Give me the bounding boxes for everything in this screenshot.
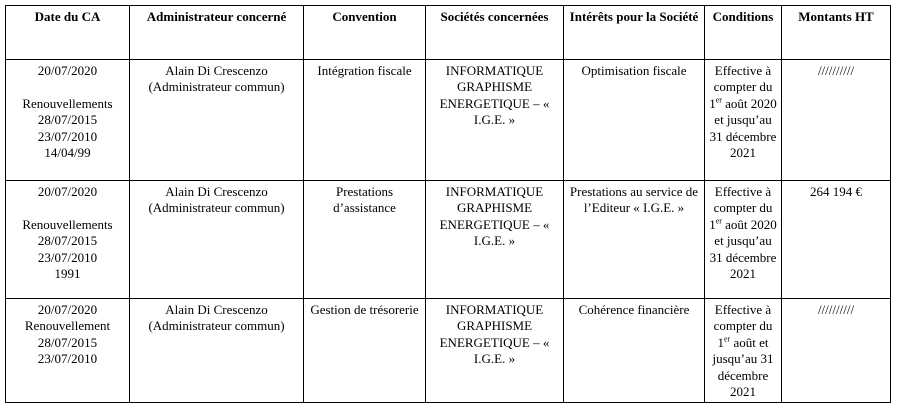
admin-role: (Administrateur commun)	[148, 79, 285, 95]
admin-name: Alain Di Crescenzo	[165, 302, 268, 317]
date-item: 28/07/2015	[37, 112, 98, 128]
table-row	[6, 60, 891, 181]
admin-name: Alain Di Crescenzo	[165, 184, 268, 199]
date-item: 23/07/2010	[37, 249, 98, 265]
admin-role: (Administrateur commun)	[148, 318, 285, 334]
date-cell	[6, 60, 130, 181]
montant-cell: 264 194 €	[782, 181, 891, 299]
header-societes: Sociétés concernées	[426, 6, 564, 60]
interets-cell: Prestations au service de l’Editeur « I.G.E. »	[564, 181, 705, 299]
interets-cell: Cohérence financière	[564, 299, 705, 403]
interets-cell: Optimisation fiscale	[564, 60, 705, 181]
header-admin: Administrateur concerné	[130, 6, 304, 60]
societe-cell: INFORMATIQUE GRAPHISME ENERGETIQUE – « I.G.E. »	[426, 181, 564, 299]
date-item: 23/07/2010	[37, 128, 98, 144]
date-cell	[6, 181, 130, 299]
societe-cell: INFORMATIQUE GRAPHISME ENERGETIQUE – « I.G.E. »	[426, 299, 564, 403]
header-convention: Convention	[304, 6, 426, 60]
admin-cell	[130, 60, 304, 181]
admin-name: Alain Di Crescenzo	[165, 63, 268, 78]
admin-cell	[130, 299, 304, 403]
date-item: 28/07/2015	[37, 334, 98, 350]
montant-cell: //////////	[782, 60, 891, 181]
admin-role: (Administrateur commun)	[148, 200, 285, 216]
date-item: 23/07/2010	[37, 351, 98, 367]
table-row	[6, 299, 891, 403]
conventions-table	[5, 5, 891, 403]
date-label: Renouvellements	[22, 216, 113, 232]
date-item: 1991	[54, 266, 81, 282]
montant-cell: //////////	[782, 299, 891, 403]
conditions-cell: Effective à compter du 1er août et jusqu’au 31 décembre 2021	[705, 299, 782, 403]
convention-cell: Intégration fiscale	[304, 60, 426, 181]
table-row	[6, 181, 891, 299]
date-label: Renouvellement	[24, 318, 111, 334]
date-main: 20/07/2020	[37, 184, 98, 199]
admin-cell	[130, 181, 304, 299]
header-conditions: Conditions	[705, 6, 782, 60]
date-item: 14/04/99	[44, 145, 91, 161]
date-item: 28/07/2015	[37, 233, 98, 249]
header-interets: Intérêts pour la Société	[564, 6, 705, 60]
date-label: Renouvellements	[22, 95, 113, 111]
date-cell	[6, 299, 130, 403]
convention-cell: Gestion de trésorerie	[304, 299, 426, 403]
convention-cell: Prestations d’assistance	[304, 181, 426, 299]
header-date: Date du CA	[6, 6, 130, 60]
date-main: 20/07/2020	[37, 302, 98, 317]
conditions-cell: Effective à compter du 1er août 2020 et jusqu’au 31 décembre 2021	[705, 60, 782, 181]
header-montants: Montants HT	[782, 6, 891, 60]
date-main: 20/07/2020	[37, 63, 98, 78]
header-row	[6, 6, 891, 60]
conditions-cell: Effective à compter du 1er août 2020 et jusqu’au 31 décembre 2021	[705, 181, 782, 299]
societe-cell: INFORMATIQUE GRAPHISME ENERGETIQUE – « I.G.E. »	[426, 60, 564, 181]
